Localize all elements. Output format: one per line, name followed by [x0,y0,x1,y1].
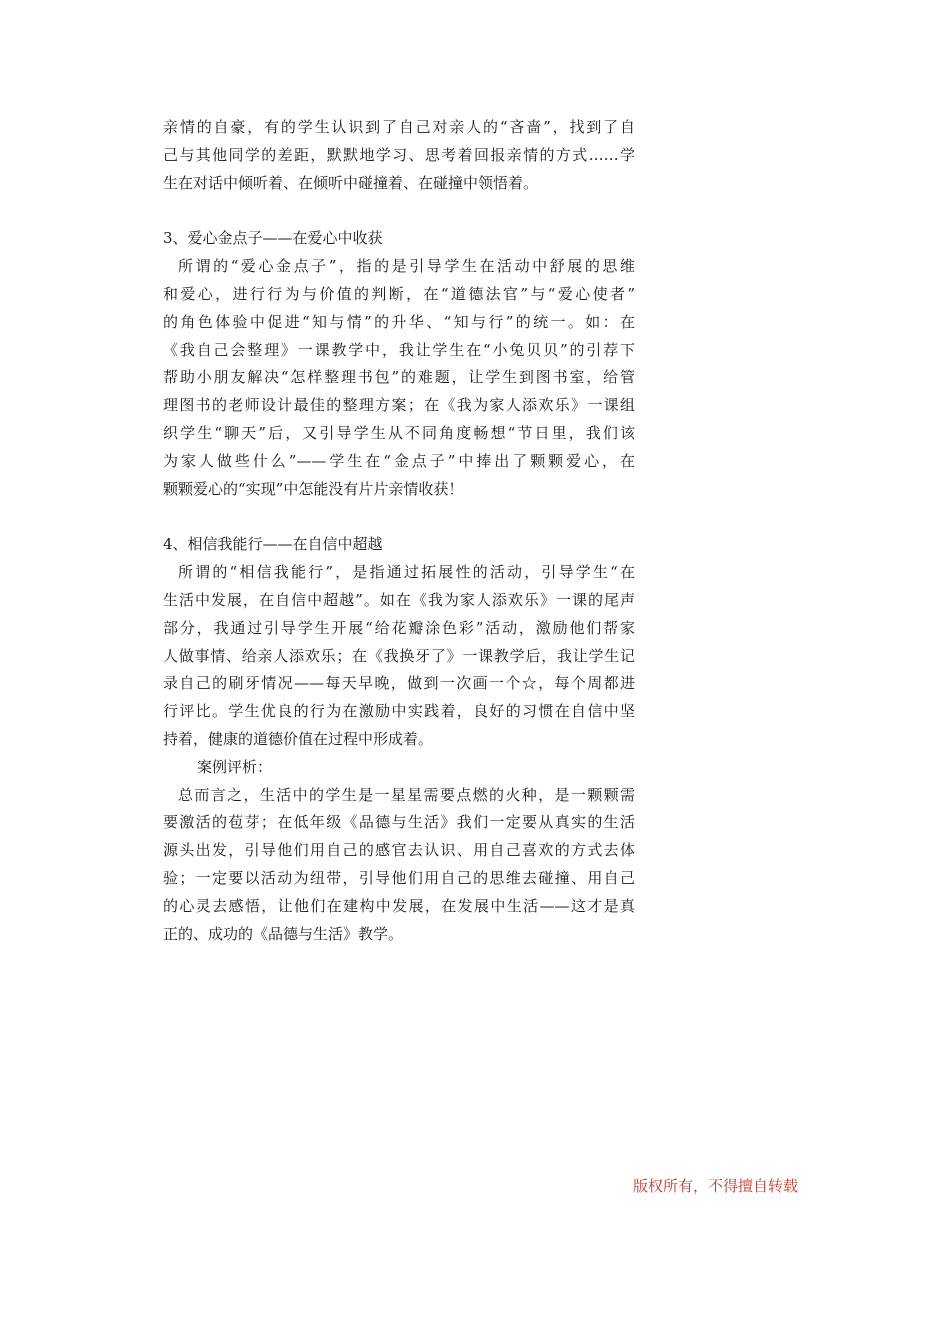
text-line: 己与其他同学的差距，默默地学习、思考着回报亲情的方式……学 [163,145,635,164]
text-line: 总而言之，生活中的学生是一星星需要点燃的火种，是一颗颗需 [178,785,635,804]
text-line: 生活中发展，在自信中超越”。如在《我为家人添欢乐》一课的尾声 [163,590,635,609]
text-line: 的心灵去感悟，让他们在建构中发展，在发展中生活——这才是真 [163,896,635,915]
text-line: 行评比。学生优良的行为在激励中实践着，良好的习惯在自信中坚 [163,702,635,721]
paragraph-intro [163,114,635,197]
text-line: 织学生“聊天”后，又引导学生从不同角度畅想“节日里，我们该 [163,423,635,442]
text-line: 《我自己会整理》一课教学中，我让学生在“小兔贝贝”的引荐下 [163,340,635,359]
section-3-heading: 3、爱心金点子——在爱心中收获 [163,229,383,248]
text-line: 要激活的苞芽；在低年级《品德与生活》我们一定要从真实的生活 [163,813,635,832]
text-line: 部分，我通过引导学生开展“给花瓣涂色彩”活动，激励他们帮家 [163,618,635,637]
section-4 [163,531,635,753]
case-analysis-heading: 案例评析： [197,757,273,776]
text-line: 验；一定要以活动为纽带，引导他们用自己的思维去碰撞、用自己 [163,868,635,887]
text-line: 和爱心，进行行为与价值的判断，在“道德法官”与“爱心使者” [163,284,635,303]
text-line: 所谓的“爱心金点子”，指的是引导学生在活动中舒展的思维 [178,257,635,276]
text-line: 源头出发，引导他们用自己的感官去认识、用自己喜欢的方式去体 [163,841,635,860]
paragraph-gap [163,503,635,531]
text-line: 持着，健康的道德价值在过程中形成着。 [163,729,434,748]
text-line: 生在对话中倾听着、在倾听中碰撞着、在碰撞中领悟着。 [163,173,539,192]
text-line: 为家人做些什么”——学生在“金点子”中捧出了颗颗爱心，在 [163,451,635,470]
copyright-notice: 版权所有，不得擅自转载 [633,1177,799,1195]
text-line: 所谓的“相信我能行”，是指通过拓展性的活动，引导学生“在 [178,563,635,582]
text-line: 理图书的老师设计最佳的整理方案；在《我为家人添欢乐》一课组 [163,396,635,415]
text-line: 录自己的刷牙情况——每天早晚，做到一次画一个☆，每个周都进 [163,674,635,693]
text-line: 帮助小朋友解决“怎样整理书包”的难题，让学生到图书室，给管 [163,368,635,387]
text-line: 亲情的自豪，有的学生认识到了自己对亲人的“吝啬”，找到了自 [163,118,635,136]
document-body [163,114,635,948]
paragraph-gap [163,197,635,225]
text-line: 人做事情、给亲人添欢乐；在《我换牙了》一课教学后，我让学生记 [163,646,635,665]
text-line: 的角色体验中促进“知与情”的升华、“知与行”的统一。如：在 [163,312,635,331]
section-4-heading: 4、相信我能行——在自信中超越 [163,535,383,554]
section-3 [163,225,635,503]
text-line: 正的、成功的《品德与生活》教学。 [163,924,404,943]
case-analysis [163,754,635,949]
text-line: 颗颗爱心的“实现”中怎能没有片片亲情收获！ [163,479,464,498]
